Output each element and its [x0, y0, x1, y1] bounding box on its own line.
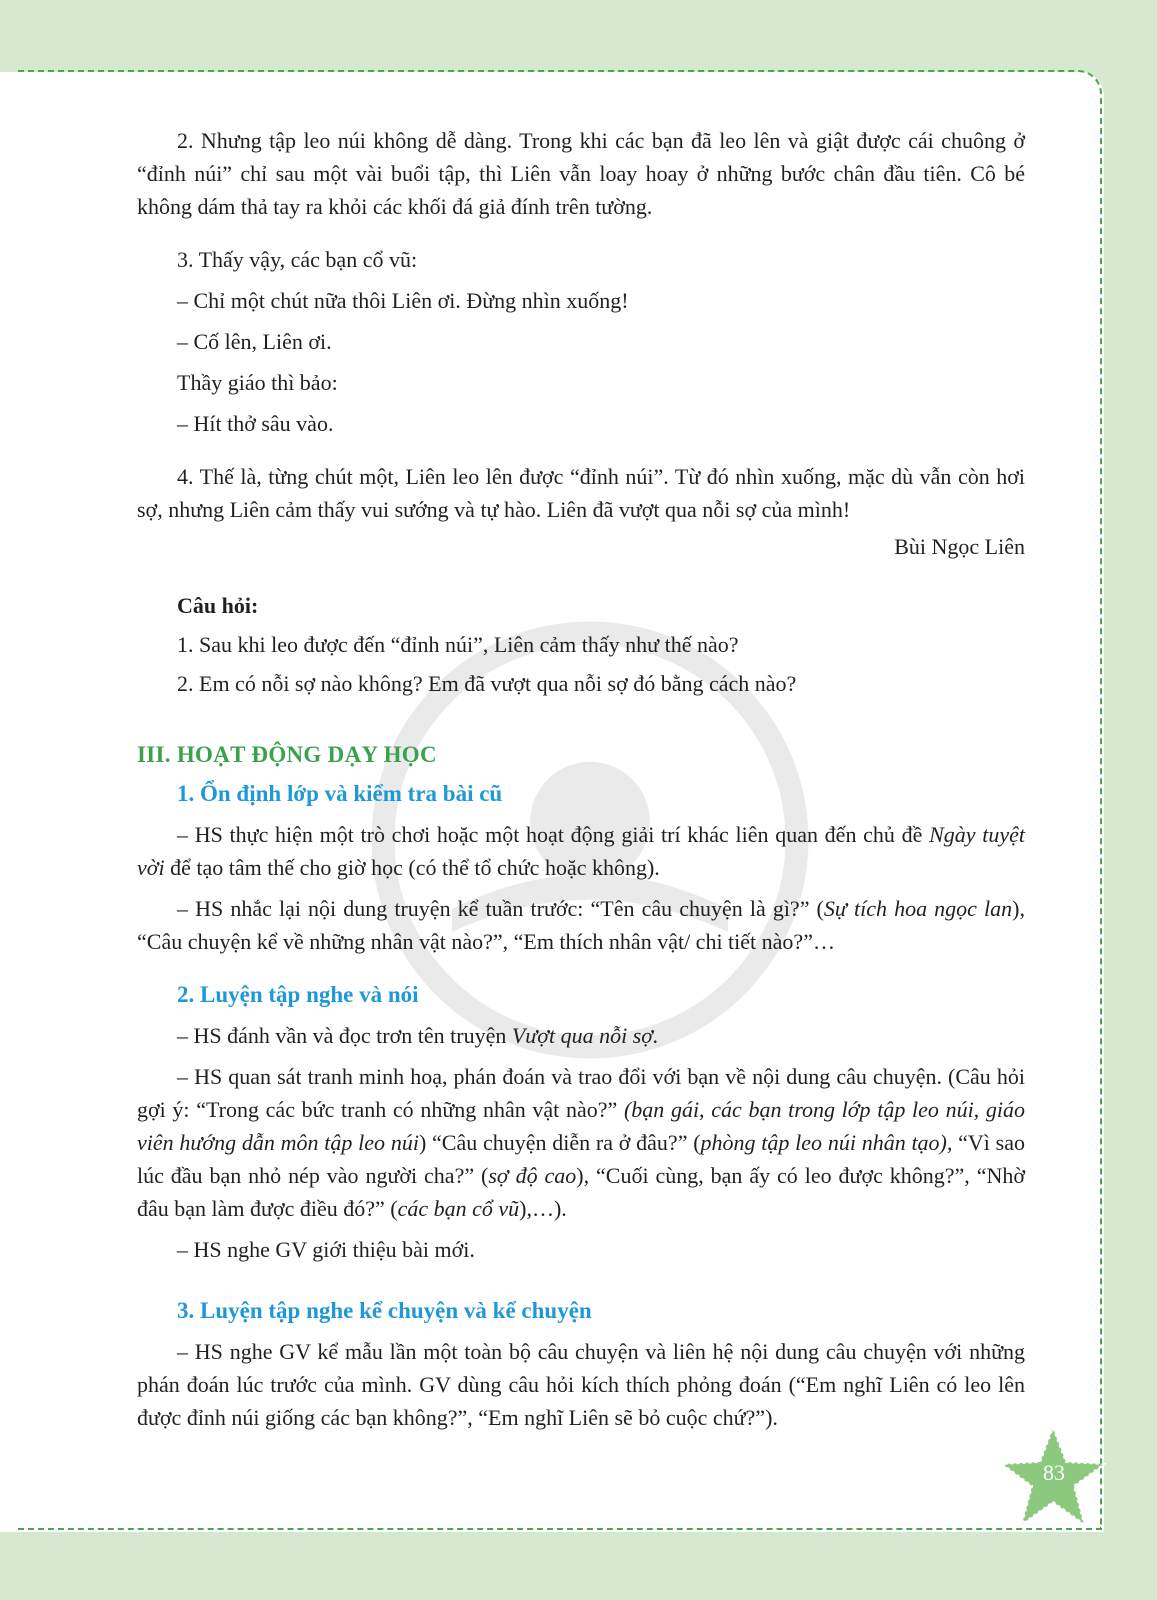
activity-bullet: – HS quan sát tranh minh hoạ, phán đoán và trao đổi với bạn về nội dung câu chuyện. (Câu hỏi gợi ý: “Trong các bức tranh có những nhân vật nào?” (bạn gái, các bạn trong lớp tập leo núi, giáo viên hướng dẫn môn tập leo núi) “Câu chuyện diễn ra ở đâu?” (phòng tập leo núi nhân tạo), “Vì sao lúc đầu bạn nhỏ nép vào người cha?” (sợ độ cao), “Cuối cùng, bạn ấy có leo được không?”, “Nhờ đâu bạn làm được điều đó?” (các bạn cổ vũ),…). [137, 1064, 1026, 1221]
section-title: III. HOẠT ĐỘNG DẠY HỌC [137, 742, 437, 767]
question-item: 1. Sau khi leo được đến “đỉnh núi”, Liên cảm thấy như thế nào? [177, 632, 739, 657]
subsection-title-2: 2. Luyện tập nghe và nói [177, 982, 419, 1007]
questions-title: Câu hỏi: [177, 593, 259, 618]
activity-bullet: – HS thực hiện một trò chơi hoặc một hoạt động giải trí khác liên quan đến chủ đề Ngày tuyệt vời để tạo tâm thế cho giờ học (có thể tổ chức hoặc không). [137, 822, 1025, 880]
subsection-title-3: 3. Luyện tập nghe kể chuyện và kể chuyện [177, 1298, 592, 1323]
dialogue-line: Thầy giáo thì bảo: [177, 370, 338, 395]
story-paragraph-3: 3. Thấy vậy, các bạn cổ vũ: [177, 247, 418, 272]
subsection-title-1: 1. Ổn định lớp và kiểm tra bài cũ [177, 781, 503, 806]
question-item: 2. Em có nỗi sợ nào không? Em đã vượt qua nỗi sợ đó bằng cách nào? [177, 671, 797, 696]
story-paragraph-2: 2. Nhưng tập leo núi không dễ dàng. Trong khi các bạn đã leo lên và giật được cái chuông ở “đỉnh núi” chỉ sau một vài buổi tập, thì Liên vẫn loay hoay ở những bước chân đầu tiên. Cô bé không dám thả tay ra khỏi các khối đá giả đính trên tường. [137, 128, 1025, 219]
activity-bullet: – HS nghe GV giới thiệu bài mới. [177, 1237, 475, 1262]
dialogue-line: – Hít thở sâu vào. [177, 411, 334, 436]
activity-bullet: – HS đánh vần và đọc trơn tên truyện Vượt qua nỗi sợ. [177, 1023, 659, 1048]
activity-bullet: – HS nghe GV kể mẫu lần một toàn bộ câu chuyện và liên hệ nội dung câu chuyện với những phán đoán lúc trước của mình. GV dùng câu hỏi kích thích phỏng đoán (“Em nghĩ Liên có leo lên được đỉnh núi giống các bạn không?”, “Em nghĩ Liên sẽ bỏ cuộc chứ?”). [137, 1339, 1025, 1430]
activity-bullet: – HS nhắc lại nội dung truyện kể tuần trước: “Tên câu chuyện là gì?” (Sự tích hoa ngọc lan), “Câu chuyện kể về những nhân vật nào?”, “Em thích nhân vật/ chi tiết nào?”… [137, 896, 1025, 954]
dialogue-line: – Cố lên, Liên ơi. [177, 329, 332, 354]
dialogue-line: – Chỉ một chút nữa thôi Liên ơi. Đừng nhìn xuống! [177, 288, 629, 313]
story-author: Bùi Ngọc Liên [894, 534, 1025, 559]
page-number: 83 [1043, 1460, 1065, 1485]
page-content [137, 124, 1025, 1434]
story-paragraph-4: 4. Thế là, từng chút một, Liên leo lên được “đỉnh núi”. Từ đó nhìn xuống, mặc dù vẫn còn hơi sợ, nhưng Liên cảm thấy vui sướng và tự hào. Liên đã vượt qua nỗi sợ của mình! [137, 464, 1025, 522]
